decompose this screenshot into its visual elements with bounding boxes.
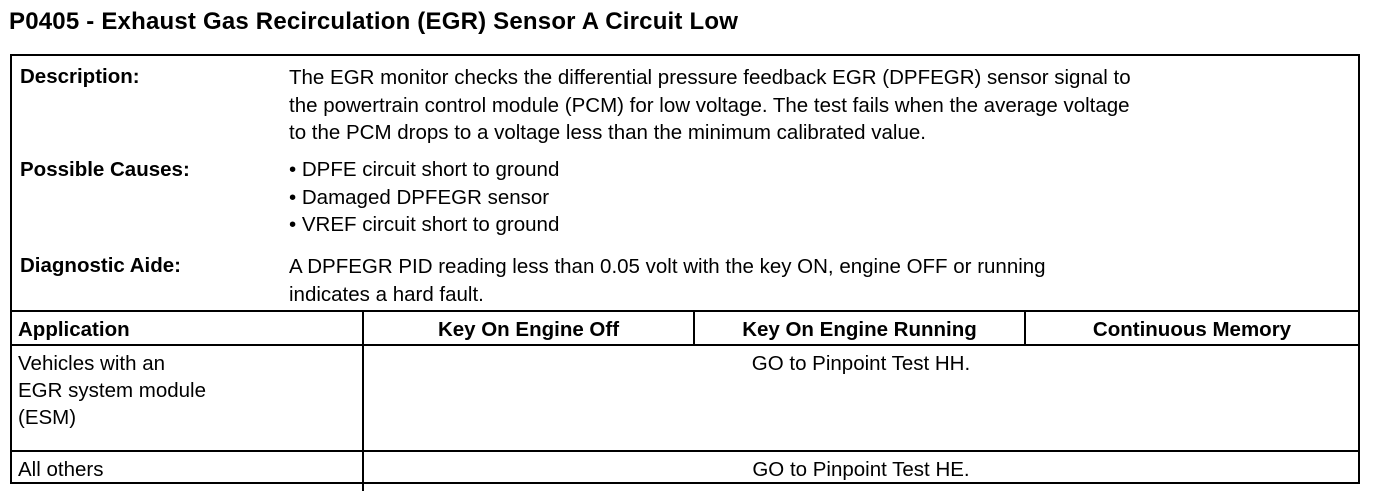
result-cell: GO to Pinpoint Test HH. [363, 345, 1358, 451]
cause-item: • VREF circuit short to ground [289, 213, 560, 236]
description-line: The EGR monitor checks the differential pressure feedback EGR (DPFEGR) sensor signal to [289, 66, 1131, 89]
diagnostic-aide-line: indicates a hard fault. [289, 282, 484, 306]
application-table [12, 310, 1358, 491]
diagnostic-aide-text [289, 253, 1349, 308]
description-line: the powertrain control module (PCM) for low voltage. The test fails when the average voltage [289, 93, 1130, 117]
dtc-details [12, 56, 1358, 310]
result-cell: GO to Pinpoint Test HE. [363, 451, 1358, 491]
possible-causes-label: Possible Causes: [20, 158, 190, 181]
diagnostic-aide-line: A DPFEGR PID reading less than 0.05 volt with the key ON, engine OFF or running [289, 255, 1046, 278]
application-cell [12, 345, 363, 451]
cause-item: • Damaged DPFEGR sensor [289, 185, 550, 209]
column-header-continuous-memory: Continuous Memory [1025, 311, 1358, 345]
page-title: P0405 - Exhaust Gas Recirculation (EGR) Sensor A Circuit Low [9, 8, 739, 35]
description-text [289, 64, 1349, 147]
cause-item: • DPFE circuit short to ground [289, 158, 560, 181]
description-label: Description: [20, 65, 140, 88]
application-line: (ESM) [18, 406, 77, 429]
possible-causes-list [289, 156, 1349, 239]
column-header-koer: Key On Engine Running [694, 311, 1025, 345]
application-line: All others [18, 458, 104, 481]
application-cell [12, 451, 363, 491]
dtc-info-frame [10, 54, 1360, 484]
table-row [12, 345, 1358, 451]
column-header-koeo: Key On Engine Off [363, 311, 694, 345]
table-row [12, 451, 1358, 491]
column-header-application: Application [12, 311, 363, 345]
application-line: Vehicles with an [18, 352, 166, 375]
diagnostic-aide-label: Diagnostic Aide: [20, 254, 181, 277]
table-header-row [12, 311, 1358, 345]
application-line: EGR system module [18, 379, 206, 402]
description-line: to the PCM drops to a voltage less than the minimum calibrated value. [289, 121, 926, 144]
